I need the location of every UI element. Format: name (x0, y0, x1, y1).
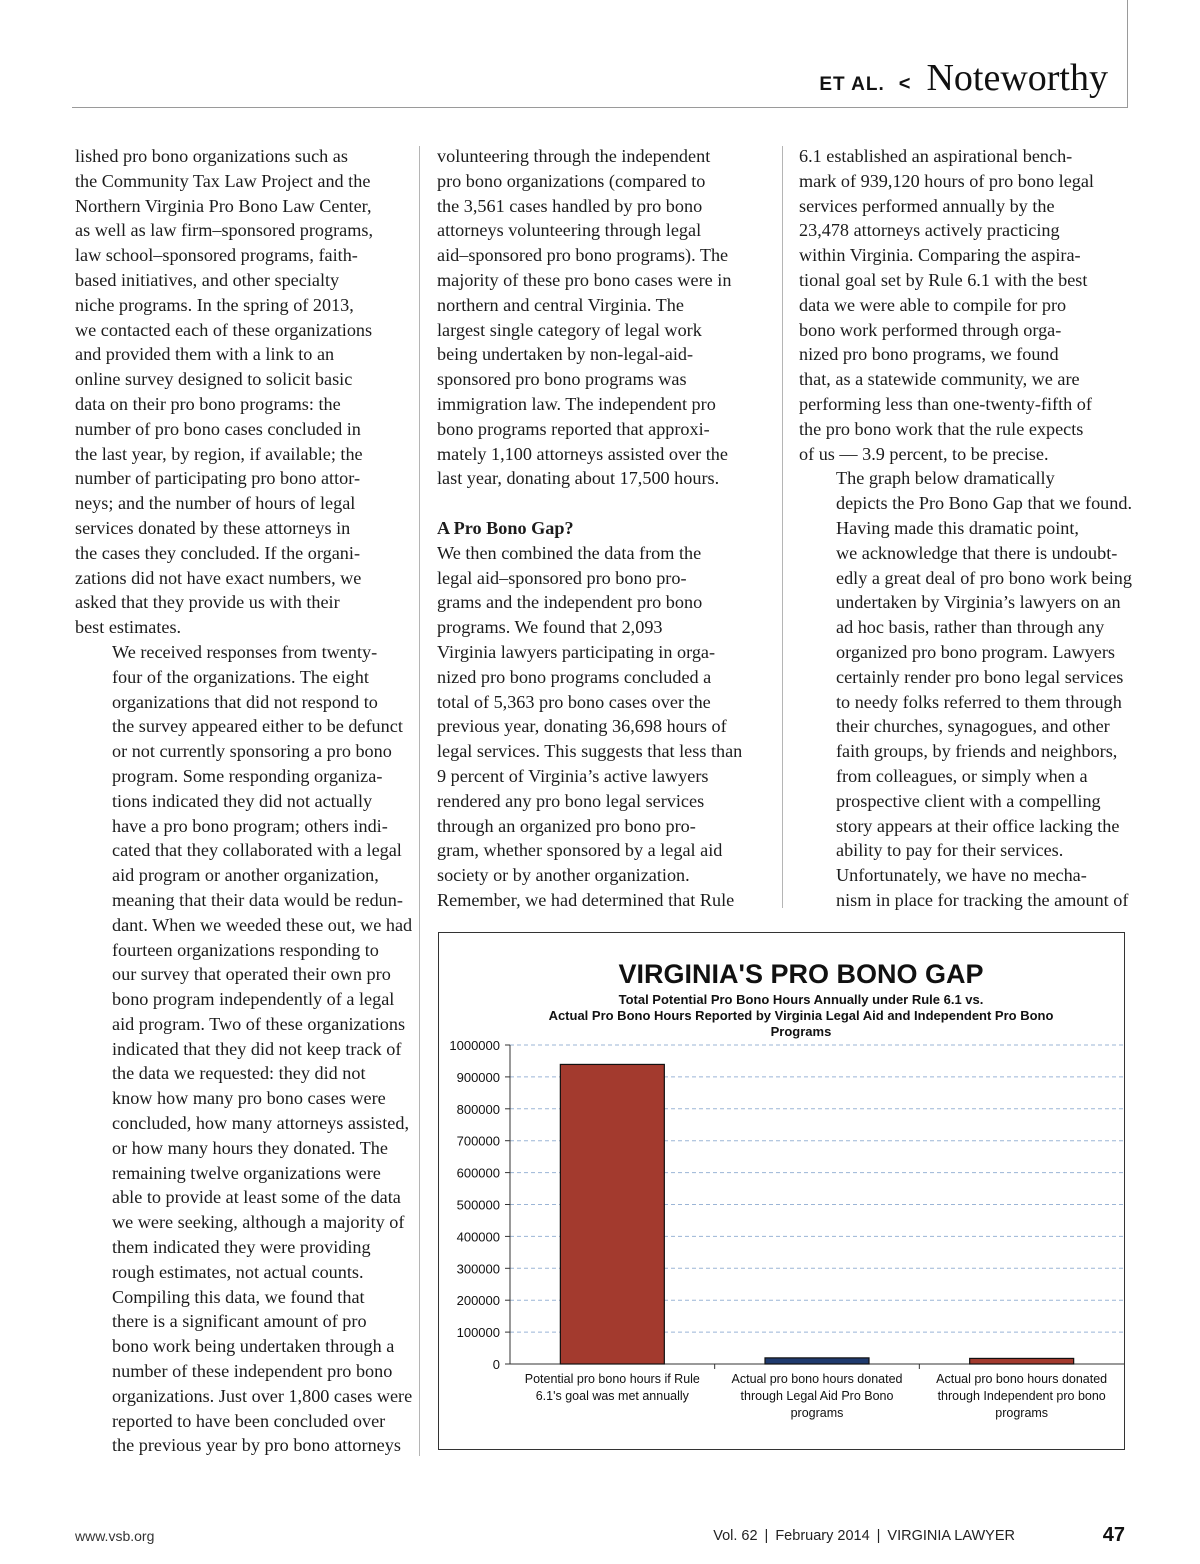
text-line: their churches, synagogues, and other (836, 716, 1110, 737)
text-line: through an organized pro bono pro- (437, 815, 696, 836)
chart-subtitle: Total Potential Pro Bono Hours Annually under Rule 6.1 vs. (618, 992, 984, 1007)
text-line: and provided them with a link to an (75, 344, 335, 365)
text-line: grams and the independent pro bono (437, 592, 703, 613)
paragraph (437, 144, 769, 491)
bar (970, 1358, 1074, 1364)
text-line: online survey designed to solicit basic (75, 369, 353, 390)
text-line: faith groups, by friends and neighbors, (836, 741, 1118, 762)
text-line: rough estimates, not actual counts. (112, 1261, 364, 1282)
text-line: undertaken by Virginia’s lawyers on an (836, 592, 1121, 613)
text-line: society or by another organization. (437, 865, 690, 886)
text-line: dant. When we weeded these out, we had (112, 914, 413, 935)
text-line: concluded, how many attorneys assisted, (112, 1113, 409, 1134)
y-tick-label: 600000 (456, 1165, 500, 1181)
text-line: number of pro bono cases concluded in (75, 418, 361, 439)
text-line: zations did not have exact numbers, we (75, 567, 362, 588)
paragraph (437, 541, 769, 913)
text-line: remaining twelve organizations were (112, 1162, 381, 1183)
text-line: within Virginia. Comparing the aspira- (799, 245, 1081, 266)
text-line: aid program or another organization, (112, 865, 379, 886)
text-line: ability to pay for their services. (836, 840, 1064, 861)
text-line: attorneys volunteering through legal (437, 220, 702, 241)
text-line: we acknowledge that there is undoubt- (836, 542, 1118, 563)
text-line: A Pro Bono Gap? (437, 517, 574, 538)
text-line: certainly render pro bono legal services (836, 666, 1124, 687)
text-line: last year, donating about 17,500 hours. (437, 468, 720, 489)
bar (765, 1358, 869, 1364)
y-tick-label: 100000 (456, 1325, 500, 1341)
text-line: total of 5,363 pro bono cases over the (437, 691, 711, 712)
text-line: the 3,561 cases handled by pro bono (437, 195, 703, 216)
chart-subtitle: Programs (770, 1024, 832, 1039)
text-line: tions indicated they did not actually (112, 790, 373, 811)
header-rule (72, 107, 1128, 108)
text-line: Northern Virginia Pro Bono Law Center, (75, 195, 372, 216)
text-line: organizations that did not respond to (112, 691, 378, 712)
text-line: nism in place for tracking the amount of (836, 889, 1129, 910)
column-rule-1 (419, 146, 420, 1456)
text-line: 9 percent of Virginia’s active lawyers (437, 765, 709, 786)
section-subheading (437, 516, 769, 541)
section-title: Noteworthy (926, 57, 1108, 99)
text-line: legal services. This suggests that less than (437, 741, 743, 762)
text-line: the pro bono work that the rule expects (799, 418, 1084, 439)
y-tick-label: 900000 (456, 1069, 500, 1085)
text-line: have a pro bono program; others indi- (112, 815, 388, 836)
text-line: we were seeking, although a majority of (112, 1212, 405, 1233)
text-line: or how many hours they donated. The (112, 1137, 388, 1158)
paragraph (799, 863, 1133, 913)
footer-separator: | (764, 1528, 769, 1544)
paragraph (75, 640, 413, 1285)
text-line: mark of 939,120 hours of pro bono legal (799, 170, 1094, 191)
page-number: 47 (1102, 1524, 1125, 1546)
text-line: 6.1 established an aspirational bench- (799, 146, 1073, 166)
text-line: Having made this dramatic point, (836, 517, 1079, 538)
text-line: law school–sponsored programs, faith- (75, 245, 358, 266)
text-line: the previous year by pro bono attorneys (112, 1435, 401, 1456)
paragraph (799, 516, 1133, 863)
x-category-label: Actual pro bono hours donated (936, 1372, 1108, 1386)
text-line: ad hoc basis, rather than through any (836, 617, 1105, 638)
section-label: ET AL. (819, 74, 885, 95)
bar (560, 1064, 664, 1364)
text-line: aid–sponsored pro bono programs). The (437, 245, 729, 266)
x-category-label: programs (995, 1406, 1049, 1420)
paragraph (799, 144, 1133, 466)
paragraph (75, 144, 405, 640)
footer-url: www.vsb.org (75, 1528, 155, 1544)
text-line: tional goal set by Rule 6.1 with the best (799, 269, 1088, 290)
text-line: neys; and the number of hours of legal (75, 493, 356, 514)
text-line: We then combined the data from the (437, 542, 702, 563)
text-line: the data we requested: they did not (112, 1063, 366, 1084)
text-line: prospective client with a compelling (836, 790, 1101, 811)
x-category-label: 6.1's goal was met annually (535, 1389, 689, 1403)
text-line: number of these independent pro bono (112, 1361, 393, 1382)
text-line: services performed annually by the (799, 195, 1055, 216)
text-line: based initiatives, and other specialty (75, 269, 340, 290)
x-category-label: through Independent pro bono (937, 1389, 1106, 1403)
text-line: immigration law. The independent pro (437, 393, 716, 414)
text-line: from colleagues, or simply when a (836, 765, 1088, 786)
text-line: there is a significant amount of pro (112, 1311, 367, 1332)
y-tick-label: 700000 (456, 1133, 500, 1149)
y-tick-label: 0 (492, 1357, 500, 1372)
text-line: legal aid–sponsored pro bono pro- (437, 567, 687, 588)
text-line: sponsored pro bono programs was (437, 369, 687, 390)
text-line: that, as a statewide community, we are (799, 369, 1080, 390)
column-rule-2 (782, 146, 783, 908)
y-tick-label: 800000 (456, 1101, 500, 1117)
text-line: rendered any pro bono legal services (437, 790, 705, 811)
text-line: reported to have been concluded over (112, 1410, 386, 1431)
text-line: number of participating pro bono attor- (75, 468, 360, 489)
text-line: previous year, donating 36,698 hours of (437, 716, 727, 737)
text-line: services donated by these attorneys in (75, 517, 351, 538)
text-line: we contacted each of these organizations (75, 319, 373, 340)
text-line: the survey appeared either to be defunct (112, 716, 403, 737)
text-line: fourteen organizations responding to (112, 939, 379, 960)
y-tick-label: 400000 (456, 1229, 500, 1245)
text-line: organized pro bono program. Lawyers (836, 641, 1115, 662)
text-line: niche programs. In the spring of 2013, (75, 294, 354, 315)
text-line: bono program independently of a legal (112, 989, 395, 1010)
text-line: able to provide at least some of the data (112, 1187, 401, 1208)
chart-subtitle: Actual Pro Bono Hours Reported by Virginia Legal Aid and Independent Pro Bono (548, 1008, 1054, 1023)
running-header (819, 56, 1108, 104)
chart-canvas (439, 933, 1126, 1451)
text-column-3 (799, 144, 1133, 913)
text-line: volunteering through the independent (437, 146, 711, 166)
text-line: northern and central Virginia. The (437, 294, 684, 315)
footer-separator: | (876, 1528, 881, 1544)
x-category-label: Potential pro bono hours if Rule (524, 1372, 700, 1386)
pro-bono-gap-chart (438, 932, 1125, 1450)
y-tick-label: 1000000 (449, 1038, 500, 1053)
x-category-label: through Legal Aid Pro Bono (740, 1389, 894, 1403)
text-column-2 (437, 144, 769, 913)
text-line: as well as law firm–sponsored programs, (75, 220, 374, 241)
text-line: The graph below dramatically (836, 468, 1055, 489)
text-line: edly a great deal of pro bono work being (836, 567, 1132, 588)
text-line: data we were able to compile for pro (799, 294, 1067, 315)
chart-title: VIRGINIA'S PRO BONO GAP (618, 959, 984, 989)
x-category-label: programs (790, 1406, 844, 1420)
text-line: gram, whether sponsored by a legal aid (437, 840, 723, 861)
text-line: lished pro bono organizations such as (75, 146, 348, 166)
text-line: the Community Tax Law Project and the (75, 170, 371, 191)
text-line: meaning that their data would be redun- (112, 889, 403, 910)
text-line: aid program. Two of these organizations (112, 1013, 406, 1034)
y-tick-label: 200000 (456, 1293, 500, 1309)
footer-publication-info (713, 1528, 1015, 1544)
text-line: the cases they concluded. If the organi- (75, 542, 360, 563)
text-line: bono work being undertaken through a (112, 1336, 395, 1357)
text-line: Remember, we had determined that Rule (437, 889, 735, 910)
text-line: being undertaken by non-legal-aid- (437, 344, 694, 365)
header-vertical-rule (1127, 0, 1128, 108)
paragraph (799, 466, 1133, 516)
text-column-1 (75, 144, 413, 1458)
text-line: them indicated they were providing (112, 1237, 371, 1258)
footer-date: February 2014 (775, 1528, 870, 1544)
text-line: We received responses from twenty- (112, 641, 378, 662)
x-category-label: Actual pro bono hours donated (731, 1372, 903, 1386)
text-line: Virginia lawyers participating in orga- (437, 641, 716, 662)
text-line: nized pro bono programs concluded a (437, 666, 712, 687)
text-line: 23,478 attorneys actively practicing (799, 220, 1060, 241)
text-line: largest single category of legal work (437, 319, 702, 340)
chevron-left-icon: < (898, 73, 911, 95)
text-line: to needy folks referred to them through (836, 691, 1122, 712)
text-line: mately 1,100 attorneys assisted over the (437, 443, 728, 464)
text-line: know how many pro bono cases were (112, 1088, 386, 1109)
text-line: Compiling this data, we found that (112, 1286, 365, 1307)
text-line: Unfortunately, we have no mecha- (836, 865, 1087, 886)
text-line: program. Some responding organiza- (112, 765, 383, 786)
text-line: organizations. Just over 1,800 cases were (112, 1385, 413, 1406)
text-line: bono work performed through orga- (799, 319, 1062, 340)
text-line: bono programs reported that approxi- (437, 418, 710, 439)
text-line: data on their pro bono programs: the (75, 393, 341, 414)
y-tick-label: 500000 (456, 1197, 500, 1213)
text-line: four of the organizations. The eight (112, 666, 369, 687)
text-line: depicts the Pro Bono Gap that we found. (836, 493, 1132, 514)
footer-volume: Vol. 62 (713, 1528, 758, 1544)
text-line: nized pro bono programs, we found (799, 344, 1059, 365)
text-line: indicated that they did not keep track of (112, 1038, 402, 1059)
text-line: of us — 3.9 percent, to be precise. (799, 443, 1049, 464)
footer-publication: VIRGINIA LAWYER (887, 1528, 1015, 1544)
text-line: cated that they collaborated with a legal (112, 840, 402, 861)
text-line: majority of these pro bono cases were in (437, 269, 732, 290)
text-line: our survey that operated their own pro (112, 964, 391, 985)
text-line: best estimates. (75, 617, 182, 638)
text-line: asked that they provide us with their (75, 592, 340, 613)
text-line: or not currently sponsoring a pro bono (112, 741, 392, 762)
text-line: pro bono organizations (compared to (437, 170, 706, 191)
text-line: the last year, by region, if available; the (75, 443, 363, 464)
text-line: performing less than one-twenty-fifth of (799, 393, 1092, 414)
y-tick-label: 300000 (456, 1261, 500, 1277)
text-line: programs. We found that 2,093 (437, 617, 663, 638)
paragraph (75, 1285, 413, 1459)
text-line: story appears at their office lacking the (836, 815, 1120, 836)
